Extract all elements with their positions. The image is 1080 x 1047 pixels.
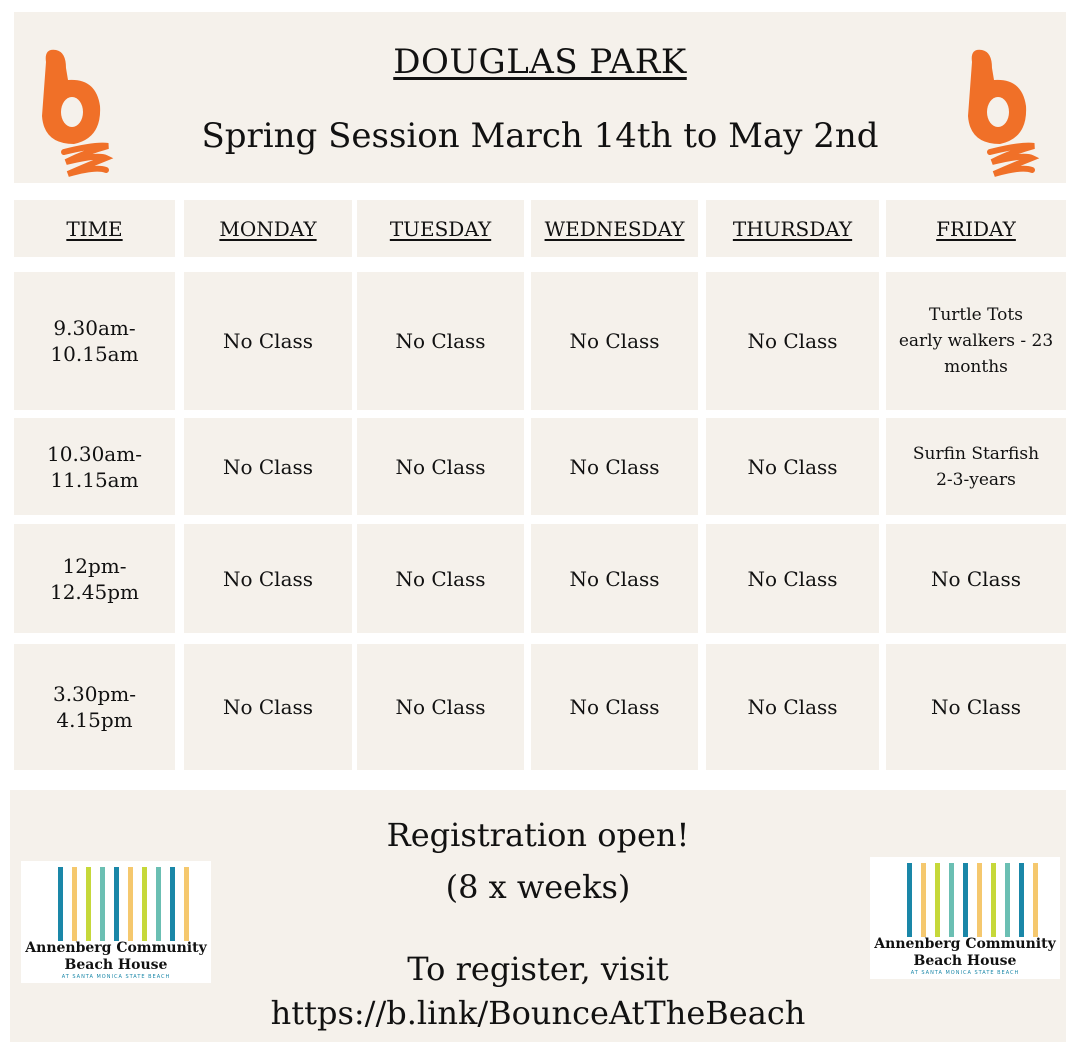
schedule-cell: No Class [184, 524, 352, 633]
column-header-monday: MONDAY [184, 200, 352, 257]
bounce-logo-icon [952, 40, 1042, 180]
schedule-cell: No Class [531, 644, 698, 770]
time-slot: 9.30am- 10.15am [14, 272, 175, 410]
schedule-cell: No Class [184, 644, 352, 770]
session-subtitle: Spring Session March 14th to May 2nd [201, 116, 879, 156]
stripe [949, 863, 954, 937]
page-title: DOUGLAS PARK [393, 42, 687, 82]
partner-name: Beach House [913, 953, 1017, 969]
schedule-cell: No Class [886, 524, 1066, 633]
column-header-thursday: THURSDAY [706, 200, 879, 257]
annenberg-logo [870, 857, 1060, 979]
schedule-cell: No Class [531, 524, 698, 633]
schedule-cell: No Class [706, 644, 879, 770]
stripe [935, 863, 940, 937]
schedule-cell: No Class [357, 272, 524, 410]
registration-open: Registration open! [386, 816, 690, 854]
partner-name: Annenberg Community [25, 940, 207, 956]
register-link[interactable]: https://b.link/BounceAtTheBeach [270, 994, 806, 1032]
schedule-cell: No Class [706, 418, 879, 515]
stripe [1019, 863, 1024, 937]
stripe [921, 863, 926, 937]
stripe [991, 863, 996, 937]
schedule-cell: No Class [357, 418, 524, 515]
column-header-wednesday: WEDNESDAY [531, 200, 698, 257]
partner-tagline: AT SANTA MONICA STATE BEACH [61, 974, 171, 980]
stripes-icon [907, 863, 1038, 937]
schedule-cell: Turtle Tots early walkers - 23 months [886, 272, 1066, 410]
time-slot: 10.30am- 11.15am [14, 418, 175, 515]
schedule-cell: No Class [531, 418, 698, 515]
partner-name: Beach House [64, 957, 168, 973]
stripe [1005, 863, 1010, 937]
stripe [1033, 863, 1038, 937]
schedule-cell: No Class [184, 418, 352, 515]
schedule-cell: No Class [706, 524, 879, 633]
schedule-cell: No Class [531, 272, 698, 410]
time-slot: 3.30pm- 4.15pm [14, 644, 175, 770]
schedule-cell: No Class [184, 272, 352, 410]
weeks-count: (8 x weeks) [445, 868, 631, 906]
schedule-cell: Surfin Starfish 2-3-years [886, 418, 1066, 515]
stripe [977, 863, 982, 937]
schedule-cell: No Class [357, 644, 524, 770]
column-header-friday: FRIDAY [886, 200, 1066, 257]
partner-name: Annenberg Community [874, 936, 1056, 952]
stripe [963, 863, 968, 937]
schedule-cell: No Class [357, 524, 524, 633]
column-header-time: TIME [14, 200, 175, 257]
partner-tagline: AT SANTA MONICA STATE BEACH [910, 970, 1020, 976]
stripe [907, 863, 912, 937]
schedule-cell: No Class [706, 272, 879, 410]
header-panel [14, 12, 1066, 183]
column-header-tuesday: TUESDAY [357, 200, 524, 257]
time-slot: 12pm- 12.45pm [14, 524, 175, 633]
register-instruction: To register, visit [407, 950, 669, 988]
footer-panel [10, 790, 1066, 1042]
schedule-cell: No Class [886, 644, 1066, 770]
